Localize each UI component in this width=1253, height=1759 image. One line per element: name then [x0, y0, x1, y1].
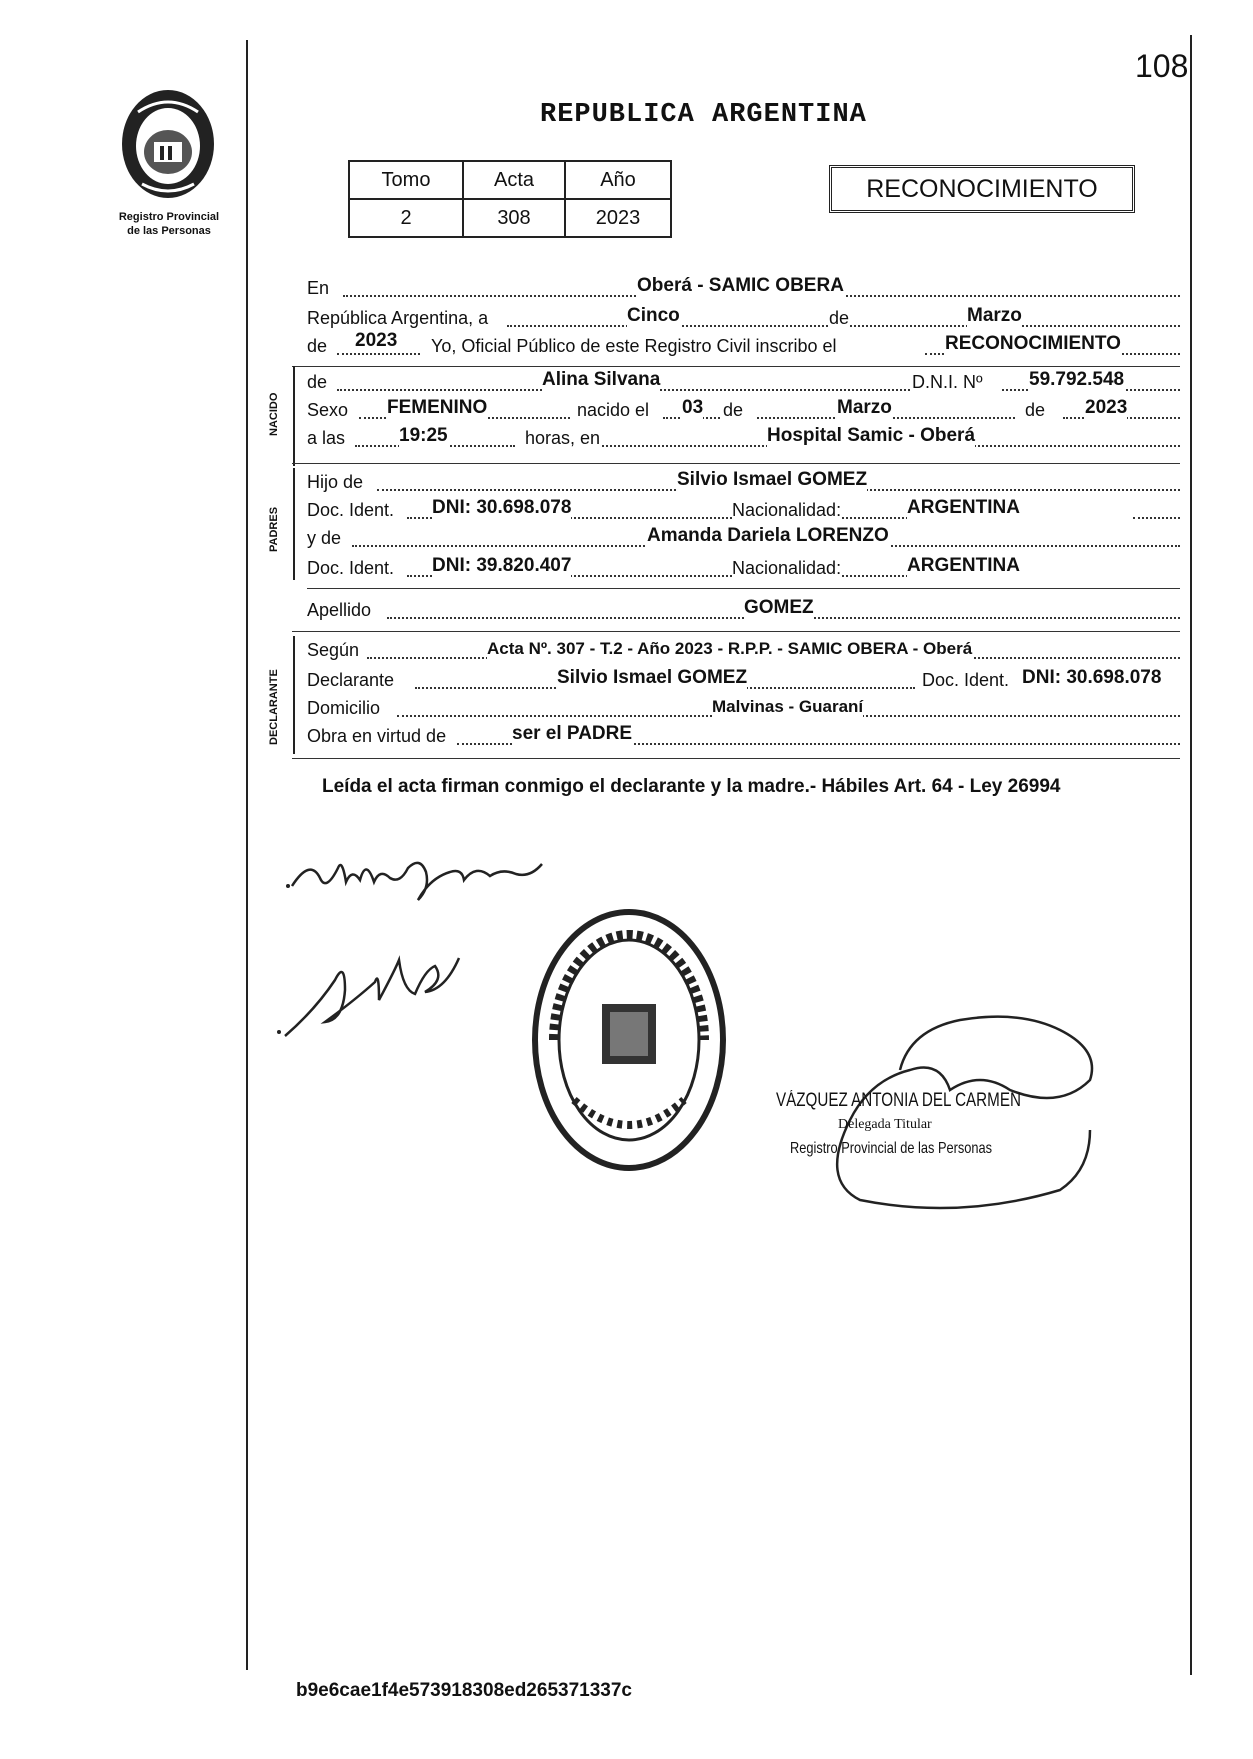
label-de-month: de: [829, 308, 850, 328]
registry-header-row: [349, 161, 671, 199]
value-name: Alina Silvana: [542, 369, 661, 390]
page-number: 108: [1135, 48, 1189, 84]
label-apellido: Apellido: [307, 600, 372, 620]
label-hijo: Hijo de: [307, 472, 364, 492]
header-tomo: Tomo: [349, 161, 463, 199]
label-a-las: a las: [307, 428, 346, 448]
label-de-name: de: [307, 372, 328, 392]
value-segun: Acta Nº. 307 - T.2 - Año 2023 - R.P.P. - SAMIC OBERA - Oberá: [487, 639, 973, 658]
value-en: Oberá - SAMIC OBERA: [637, 275, 844, 296]
section-label-nacido: NACIDO: [268, 392, 280, 436]
value-declarante: Silvio Ismael GOMEZ: [557, 667, 748, 688]
value-month: Marzo: [967, 305, 1022, 326]
document-hash: b9e6cae1f4e573918308ed265371337c: [296, 1680, 632, 1701]
registry-value-row: [349, 199, 671, 237]
label-horas-en: horas, en: [525, 428, 601, 448]
closing-statement: Leída el acta firman conmigo el declarante y la madre.- Hábiles Art. 64 - Ley 26994: [322, 776, 1061, 797]
value-madre: Amanda Dariela LORENZO: [647, 525, 889, 546]
value-ano: 2023: [565, 199, 671, 237]
page-title: REPUBLICA ARGENTINA: [540, 100, 867, 130]
declarant-signature: [280, 838, 570, 908]
act-type-box: RECONOCIMIENTO: [829, 165, 1135, 213]
field-year-line: [307, 330, 1180, 360]
value-birth-month: Marzo: [837, 397, 892, 418]
logo-caption: [96, 210, 242, 238]
label-de-birth-year: de: [1025, 400, 1046, 420]
field-sexo: [307, 394, 1180, 424]
value-nac-padre: ARGENTINA: [907, 497, 1020, 518]
label-nacido-el: nacido el: [577, 400, 650, 420]
field-en: [307, 272, 1180, 302]
official-name: VÁZQUEZ ANTONIA DEL CARMEN: [776, 1090, 1021, 1111]
section-label-declarante: DECLARANTE: [268, 669, 280, 745]
field-republica: [307, 302, 1180, 332]
label-de-year: de: [307, 336, 328, 356]
value-year: 2023: [355, 330, 398, 351]
value-apellido: GOMEZ: [744, 597, 814, 618]
registry-table: [348, 160, 672, 238]
left-margin-line: [246, 40, 248, 1670]
official-role: Delegada Titular: [838, 1117, 932, 1132]
right-margin-line: [1190, 35, 1192, 1675]
value-padre: Silvio Ismael GOMEZ: [677, 469, 868, 490]
mother-signature: [275, 940, 475, 1040]
value-obra: ser el PADRE: [512, 723, 633, 744]
value-acta: 308: [463, 199, 565, 237]
value-sexo: FEMENINO: [387, 397, 488, 418]
field-doc-padre: [307, 494, 1180, 524]
label-inscribo: Yo, Oficial Público de este Registro Civil inscribo el: [431, 336, 837, 356]
value-act: RECONOCIMIENTO: [945, 333, 1121, 354]
field-hora: [307, 422, 1180, 452]
field-name: [307, 366, 1180, 396]
value-hora: 19:25: [399, 425, 448, 446]
label-de-birth-month: de: [723, 400, 744, 420]
label-republica: República Argentina, a: [307, 308, 489, 328]
header-ano: Año: [565, 161, 671, 199]
label-obra: Obra en virtud de: [307, 726, 447, 746]
field-doc-madre: [307, 552, 1180, 582]
field-madre: [307, 522, 1180, 552]
province-seal-logo: [108, 84, 228, 202]
value-birth-day: 03: [682, 397, 704, 418]
value-domicilio: Malvinas - Guaraní: [712, 697, 864, 716]
header-acta: Acta: [463, 161, 565, 199]
field-declarante: [307, 664, 1180, 694]
label-nac-padre: Nacionalidad:: [732, 500, 842, 520]
field-apellido: [307, 594, 1180, 624]
label-domicilio: Domicilio: [307, 698, 381, 718]
official-signature: [760, 950, 1160, 1210]
value-tomo: 2: [349, 199, 463, 237]
section-label-padres: PADRES: [268, 506, 280, 552]
label-nac-madre: Nacionalidad:: [732, 558, 842, 578]
official-office: Registro Provincial de las Personas: [790, 1140, 993, 1157]
label-dni: D.N.I. Nº: [912, 372, 983, 392]
field-segun: [307, 634, 1180, 664]
field-obra: [307, 720, 1180, 750]
label-en: En: [307, 278, 330, 298]
value-nac-madre: ARGENTINA: [907, 555, 1020, 576]
value-dni: 59.792.548: [1029, 369, 1125, 390]
field-domicilio: [307, 692, 1180, 722]
label-declarante: Declarante: [307, 670, 395, 690]
value-doc-padre: DNI: 30.698.078: [432, 497, 572, 518]
label-doc-padre: Doc. Ident.: [307, 500, 395, 520]
logo-caption-line1: Registro Provincial: [118, 211, 220, 223]
label-doc-declarante: Doc. Ident.: [922, 670, 1010, 690]
value-day: Cinco: [627, 305, 680, 326]
value-doc-declarante: DNI: 30.698.078: [1022, 667, 1162, 688]
label-doc-madre: Doc. Ident.: [307, 558, 395, 578]
field-hijo: [307, 466, 1180, 496]
value-birth-year: 2023: [1085, 397, 1128, 418]
value-place: Hospital Samic - Oberá: [767, 425, 976, 446]
label-segun: Según: [307, 640, 360, 660]
logo-caption-line2: de las Personas: [127, 225, 211, 237]
value-doc-madre: DNI: 39.820.407: [432, 555, 572, 576]
official-stamp: [524, 900, 734, 1180]
label-madre: y de: [307, 528, 342, 548]
label-sexo: Sexo: [307, 400, 349, 420]
